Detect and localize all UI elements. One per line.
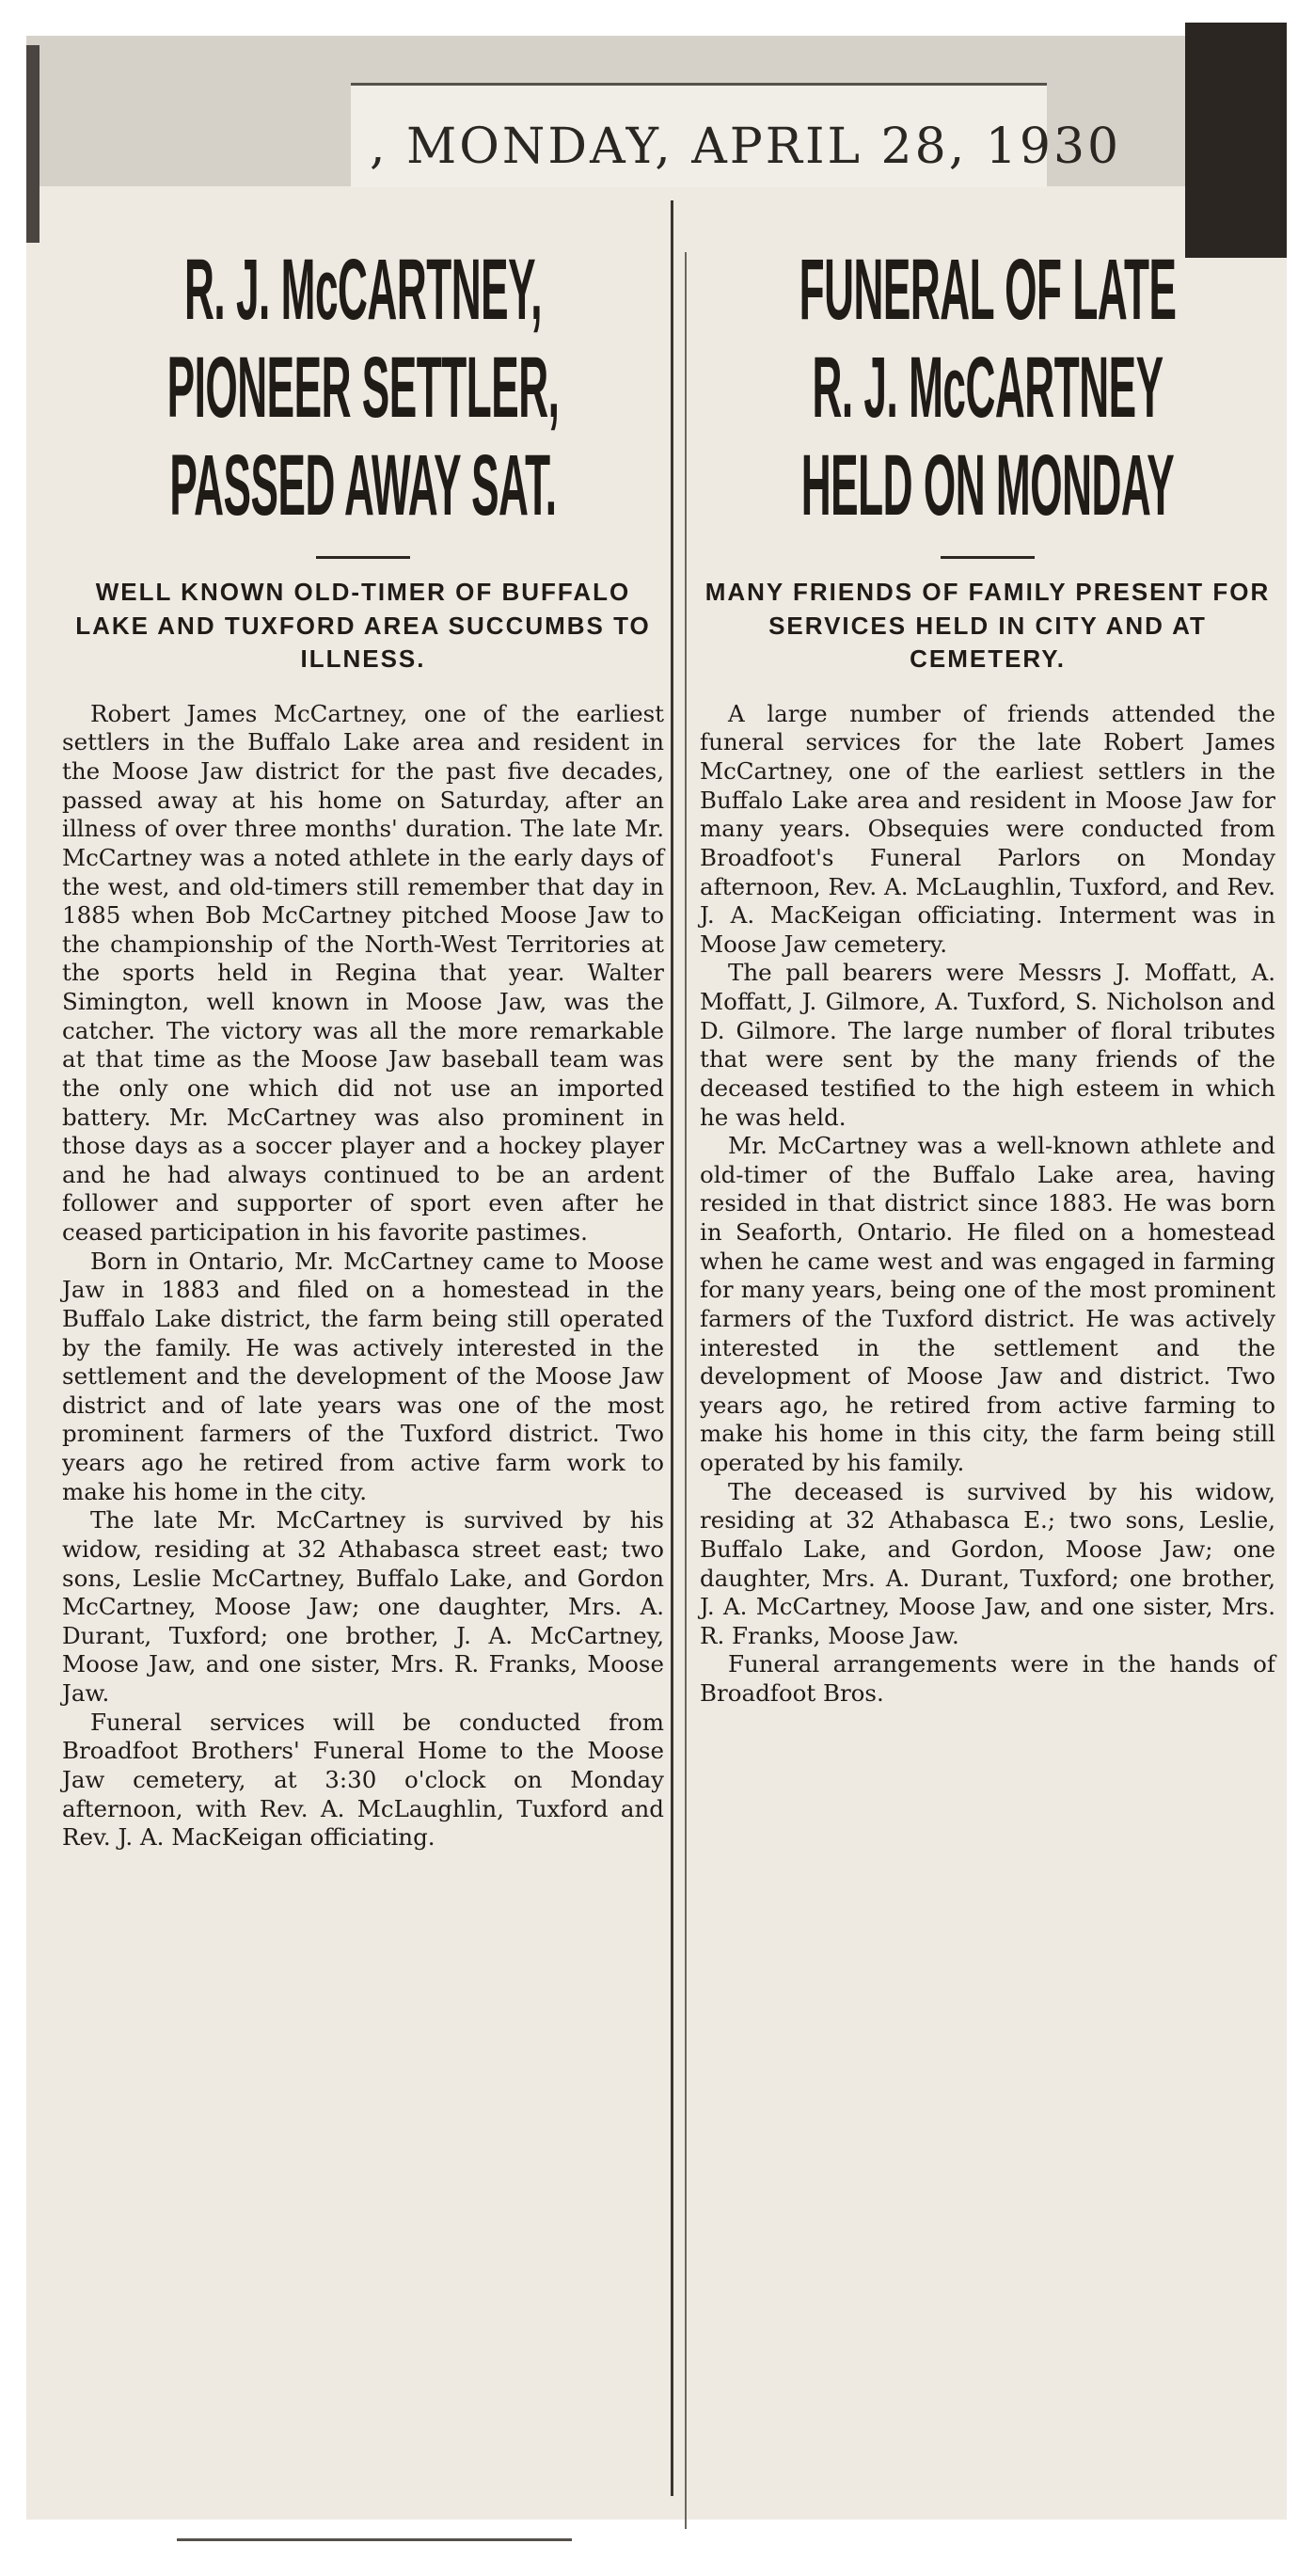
headline-divider xyxy=(941,556,1035,559)
dateline: , MONDAY, APRIL 28, 1930 xyxy=(370,119,1122,175)
right-headline-line: R. J. McCARTNEY xyxy=(812,340,1163,437)
left-paragraph: Robert James McCartney, one of the earliest settlers in the Buffalo Lake area and resident in the Moose Jaw district for the past five decades, passed away at his home on Saturday, after an illness of over three months' duration. The late Mr. McCartney was a noted athlete in the early days of the west, and old-timers still remember that day in 1885 when Bob McCartney pitched Moose Jaw to the championship of the North-West Territories at the sports held in Regina that year. Walter Simington, well known in Moose Jaw, was the catcher. The victory was all the more remarkable at that time as the Moose Jaw baseball team was the only one which did not use an imported battery. Mr. McCartney was also prominent in those days as a soccer player and a hockey player and he had always continued to be an ardent follower and supporter of sport even after he ceased participation in his favorite pastimes. xyxy=(62,699,664,1246)
left-paragraph: Born in Ontario, Mr. McCartney came to Moose Jaw in 1883 and filed on a homestead in the Buffalo Lake district, the farm being still operated by the family. He was actively interested in the settlement and the development of the Moose Jaw district and of late years was one of the most prominent farmers of the Tuxford district. Two years ago he retired from active farm work to make his home in the city. xyxy=(62,1247,664,1505)
left-headline xyxy=(70,242,657,534)
headline-divider xyxy=(316,556,410,559)
left-paragraph: The late Mr. McCartney is survived by his widow, residing at 32 Athabasca street east; two sons, Leslie McCartney, Buffalo Lake, and Gordon McCartney, Moose Jaw; one daughter, Mrs. A. Durant, Tuxford; one brother, J. A. McCartney, Moose Jaw, and one sister, Mrs. R. Franks, Moose Jaw. xyxy=(62,1506,664,1707)
left-paragraph: Funeral services will be conducted from Broadfoot Brothers' Funeral Home to the Moose Jaw cemetery, at 3:30 o'clock on Monday afternoon, with Rev. A. McLaughlin, Tuxford and Rev. J. A. MacKeigan officiating. xyxy=(62,1708,664,1852)
bottom-rule xyxy=(177,2538,572,2541)
right-headline xyxy=(706,242,1268,534)
left-headline-line: R. J. McCARTNEY, xyxy=(183,242,543,338)
right-paragraph: Mr. McCartney was a well-known athlete and old-timer of the Buffalo Lake area, having resided in that district since 1883. He was born in Seaforth, Ontario. He filed on a homestead when he came west and was engaged in farming for many years, being one of the most prominent farmers of the Tuxford district. He was actively interested in the settlement and the development of Moose Jaw and district. Two years ago, he retired from active farming to make his home in this city, the farm being still operated by his family. xyxy=(700,1132,1275,1476)
right-headline-line: HELD ON MONDAY xyxy=(800,437,1175,534)
column-rule xyxy=(671,200,673,2496)
left-deck: WELL KNOWN OLD-TIMER OF BUFFALO LAKE AND TUXFORD AREA SUCCUMBS TO ILLNESS. xyxy=(75,578,651,673)
right-paragraph: The deceased is survived by his widow, residing at 32 Athabasca E.; two sons, Leslie, Buffalo Lake, and Gordon, Moose Jaw; one daughter, Mrs. A. Durant, Tuxford; one brother, J. A. McCartney, Moose Jaw, and one sister, Mrs. R. Franks, Moose Jaw. xyxy=(700,1477,1275,1649)
right-headline-line: FUNERAL OF LATE xyxy=(799,242,1177,338)
newspaper-clipping xyxy=(26,36,1287,2520)
paper-edge-shadow xyxy=(26,45,40,243)
right-paragraph: The pall bearers were Messrs J. Moffatt, A. Moffatt, J. Gilmore, A. Tuxford, S. Nicholson and D. Gilmore. The large number of floral tributes that were sent by the many friends of the deceased testified to the high esteem in which he was held. xyxy=(700,959,1275,1131)
right-article xyxy=(700,242,1275,1709)
right-deck: MANY FRIENDS OF FAMILY PRESENT FOR SERVICES HELD IN CITY AND AT CEMETERY. xyxy=(704,578,1271,673)
left-headline-line: PIONEER SETTLER, xyxy=(166,340,560,437)
column-rule-secondary xyxy=(685,252,687,2529)
left-article xyxy=(62,242,664,1852)
right-paragraph: Funeral arrangements were in the hands of Broadfoot Bros. xyxy=(700,1650,1275,1707)
left-headline-line: PASSED AWAY SAT. xyxy=(169,437,557,534)
right-paragraph: A large number of friends attended the funeral services for the late Robert James McCartney, one of the earliest settlers in the Buffalo Lake area and resident in Moose Jaw for many years. Obsequies were conducted from Broadfoot's Funeral Parlors on Monday afternoon, Rev. A. McLaughlin, Tuxford, and Rev. J. A. MacKeigan officiating. Interment was in Moose Jaw cemetery. xyxy=(700,699,1275,958)
scan-corner-shadow xyxy=(1185,23,1287,258)
